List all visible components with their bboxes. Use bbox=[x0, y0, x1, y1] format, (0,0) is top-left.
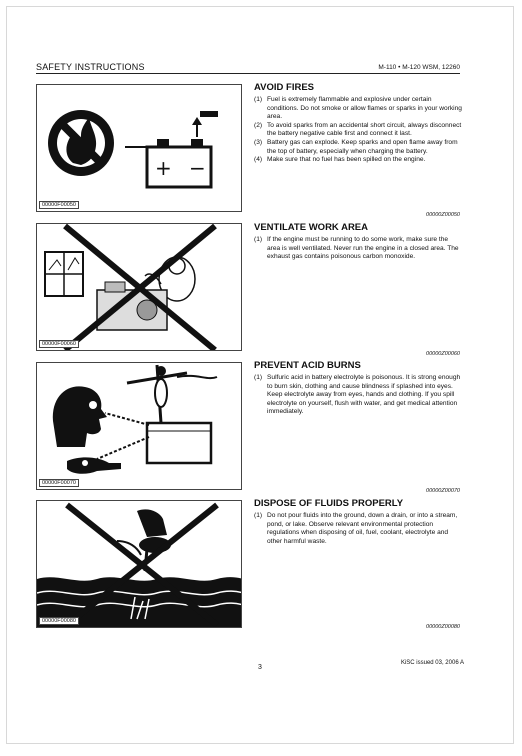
pouring-fluid-illustration bbox=[37, 501, 242, 628]
figure-dispose bbox=[36, 500, 242, 628]
figure-code: 00000F00070 bbox=[39, 479, 79, 487]
page-number: 3 bbox=[258, 664, 262, 671]
section-code: 00000Z00080 bbox=[426, 624, 460, 630]
figure-code: 00000F00080 bbox=[39, 617, 79, 625]
item-text: Sulfuric acid in battery electrolyte is poisonous. It is strong enough to burn skin, clothing and cause blindness if splashed into eyes. Keep electrolyte away from eyes, hands and clothing. If you spill electrolyte on yourself, flush with water, and get medical attention immediately. bbox=[267, 374, 461, 416]
list-item bbox=[254, 374, 462, 417]
acid-splash-illustration bbox=[37, 363, 242, 490]
section-avoid-fires bbox=[254, 82, 462, 165]
header-model: M-110 • M-120 WSM, 12260 bbox=[378, 64, 460, 71]
section-ventilate bbox=[254, 222, 462, 262]
item-number: (1) bbox=[254, 96, 263, 103]
section-acid bbox=[254, 360, 462, 417]
item-number: (1) bbox=[254, 236, 263, 243]
figure-code: 00000F00060 bbox=[39, 340, 79, 348]
section-dispose bbox=[254, 498, 462, 546]
section-code: 00000Z00070 bbox=[426, 488, 460, 494]
figure-code: 00000F00050 bbox=[39, 201, 79, 209]
item-text: Do not pour fluids into the ground, down a drain, or into a stream, pond, or lake. Observe relevant environmental protection regulations when disposing of oil, fuel, coolant, electrolyte and other harmful waste. bbox=[267, 512, 458, 545]
figure-avoid-fires bbox=[36, 84, 242, 212]
section-title: PREVENT ACID BURNS bbox=[254, 360, 361, 371]
section-title: DISPOSE OF FLUIDS PROPERLY bbox=[254, 498, 404, 509]
header-title: SAFETY INSTRUCTIONS bbox=[36, 62, 145, 72]
item-text: If the engine must be running to do some work, make sure the area is well ventilated. Never run the engine in a closed area. The exhaust gas contains poisonous carbon monoxide. bbox=[267, 236, 459, 261]
closed-room-engine-illustration bbox=[37, 224, 242, 351]
section-title: AVOID FIRES bbox=[254, 82, 314, 93]
figure-ventilate bbox=[36, 223, 242, 351]
item-number: (4) bbox=[254, 156, 263, 164]
list-item bbox=[254, 512, 462, 546]
item-text: Battery gas can explode. Keep sparks and open flame away from the top of battery, especially when charging the battery. bbox=[267, 138, 458, 155]
list-item bbox=[254, 139, 462, 156]
list-item bbox=[254, 122, 462, 139]
item-number: (2) bbox=[254, 121, 263, 129]
svg-text:−: − bbox=[189, 156, 206, 180]
list-item bbox=[254, 96, 462, 122]
issue-info: KiSC issued 03, 2006 A bbox=[400, 660, 464, 666]
list-item bbox=[254, 156, 462, 165]
item-text: Make sure that no fuel has been spilled on the engine. bbox=[267, 156, 426, 164]
item-number: (1) bbox=[254, 512, 263, 519]
section-code: 00000Z00050 bbox=[426, 212, 460, 218]
section-code: 00000Z00060 bbox=[426, 351, 460, 357]
list-item bbox=[254, 236, 462, 262]
no-fire-battery-illustration bbox=[37, 85, 242, 212]
item-text: Fuel is extremely flammable and explosive under certain conditions. Do not smoke or allow flames or sparks in your working area. bbox=[267, 96, 462, 121]
item-number: (1) bbox=[254, 374, 263, 381]
item-number: (3) bbox=[254, 138, 263, 146]
figure-acid bbox=[36, 362, 242, 490]
header-rule bbox=[36, 73, 460, 74]
item-text: To avoid sparks from an accidental short circuit, always disconnect the battery negative cable first and connect it last. bbox=[267, 121, 462, 138]
section-title: VENTILATE WORK AREA bbox=[254, 222, 368, 233]
svg-text:+: + bbox=[155, 156, 172, 180]
